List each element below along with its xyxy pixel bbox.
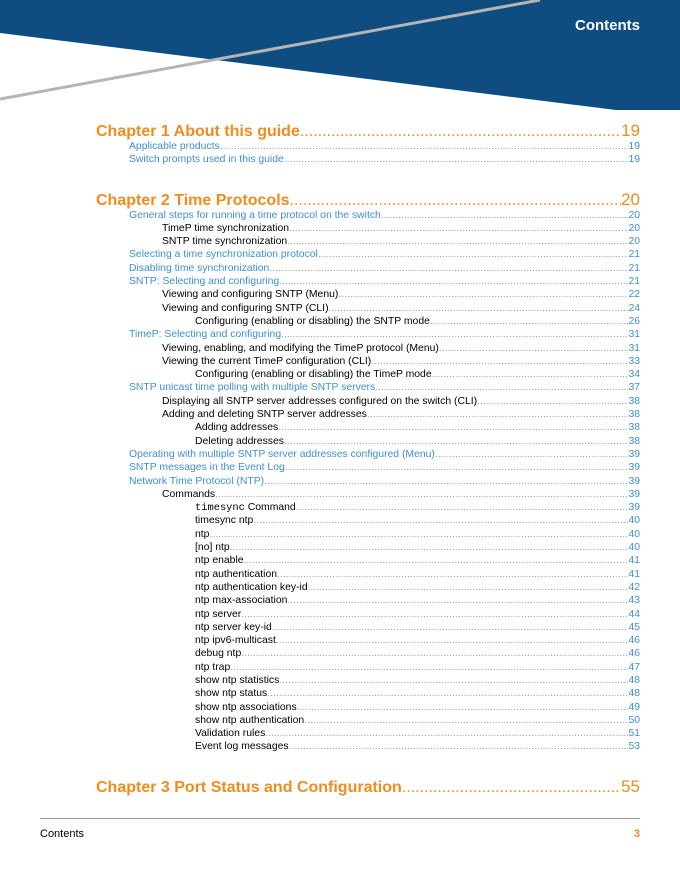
toc-entry-title: Event log messages (195, 741, 289, 753)
page-header-title: Contents (575, 17, 640, 34)
toc-entry-title: Deleting addresses (195, 435, 284, 447)
toc-entry[interactable] (96, 209, 640, 222)
toc-page-number: 21 (628, 262, 640, 274)
toc-page-number: 40 (628, 515, 640, 527)
toc-page-number: 55 (621, 777, 640, 796)
toc-page-number: 19 (621, 122, 640, 140)
toc-entry-title: Switch prompts used in this guide (129, 154, 284, 166)
toc-page-number: 20 (628, 236, 640, 248)
toc-entry[interactable] (96, 727, 640, 740)
toc-entry-title: Disabling time synchronization (129, 262, 270, 274)
toc-entry-title: General steps for running a time protocol on the switch (129, 209, 381, 221)
footer-divider (40, 818, 640, 819)
toc-entry-title: ntp authentication (195, 568, 278, 580)
toc-page-number: 51 (628, 728, 640, 740)
toc-entry[interactable] (96, 714, 640, 727)
toc-page-number: 31 (628, 342, 640, 354)
toc-entry[interactable] (96, 528, 640, 541)
toc-entry[interactable] (96, 687, 640, 700)
toc-entry-title: Network Time Protocol (NTP) (129, 475, 265, 487)
toc-page-number: 50 (628, 714, 640, 726)
toc-page-number: 38 (628, 395, 640, 407)
toc-entry[interactable] (96, 740, 640, 753)
toc-entry-title: Operating with multiple SNTP server addresses configured (Menu) (129, 448, 435, 460)
toc-entry-title: Viewing and configuring SNTP (Menu) (162, 289, 339, 301)
toc-page-number: 44 (628, 608, 640, 620)
toc-page-number: 41 (628, 568, 640, 580)
toc-entry-title: Viewing the current TimeP configuration (CLI) (162, 355, 372, 367)
toc-page-number: 26 (628, 315, 640, 327)
toc-entry-title: Validation rules (195, 728, 266, 740)
toc-entry[interactable] (96, 594, 640, 607)
toc-entry[interactable] (96, 235, 640, 248)
toc-page-number: 41 (628, 555, 640, 567)
toc-entry-title: SNTP messages in the Event Log (129, 462, 285, 474)
footer-section-label: Contents (40, 828, 85, 840)
toc-page-number: 42 (628, 581, 640, 593)
toc-page-number: 38 (628, 435, 640, 447)
toc-entry-title: ntp trap (195, 661, 231, 673)
footer-page-number: 3 (633, 828, 640, 840)
toc-entry-title: Command (244, 502, 296, 514)
toc-entry[interactable] (96, 288, 640, 301)
toc-chapter-2[interactable] (96, 191, 640, 209)
toc-page-number: 39 (628, 488, 640, 500)
toc-entry[interactable] (96, 701, 640, 714)
toc-page-number: 39 (628, 502, 640, 514)
toc-entry[interactable] (96, 328, 640, 341)
toc-entry[interactable] (96, 634, 640, 647)
toc-page-number: 49 (628, 701, 640, 713)
toc-entry[interactable] (96, 395, 640, 408)
toc-entry[interactable] (96, 275, 640, 288)
toc-entry[interactable] (96, 568, 640, 581)
toc-page-number: 40 (628, 528, 640, 540)
toc-chapter-1[interactable] (96, 122, 640, 140)
toc-entry[interactable] (96, 222, 640, 235)
toc-page-number: 48 (628, 674, 640, 686)
table-of-contents (96, 122, 640, 796)
toc-entry-title: SNTP time synchronization (162, 236, 288, 248)
toc-page-number: 33 (628, 355, 640, 367)
toc-page-number: 22 (628, 289, 640, 301)
toc-entry[interactable] (96, 514, 640, 527)
toc-entry-title: ntp server key-id (195, 621, 272, 633)
toc-page-number: 38 (628, 409, 640, 421)
toc-entry[interactable] (96, 488, 640, 501)
toc-entry[interactable] (96, 475, 640, 488)
toc-entry-title: timesync ntp (195, 515, 254, 527)
toc-page-number: 20 (621, 190, 640, 209)
toc-entry-title: SNTP: Selecting and configuring (129, 276, 280, 288)
toc-entry[interactable] (96, 647, 640, 660)
toc-entry-title: show ntp statistics (195, 674, 280, 686)
toc-entry[interactable] (96, 302, 640, 315)
toc-page-number: 39 (628, 448, 640, 460)
toc-entry-title: Commands (162, 488, 216, 500)
toc-page-number: 47 (628, 661, 640, 673)
toc-entry[interactable] (96, 541, 640, 554)
toc-chapter-3[interactable] (96, 778, 640, 796)
toc-page-number: 39 (628, 462, 640, 474)
toc-page-number: 24 (628, 302, 640, 314)
toc-page-number: 48 (628, 688, 640, 700)
toc-entry[interactable] (96, 262, 640, 275)
toc-entry-title: SNTP unicast time polling with multiple SNTP servers (129, 382, 376, 394)
toc-entry[interactable] (96, 408, 640, 421)
toc-entry-title: Applicable products (129, 141, 220, 152)
toc-entry[interactable] (96, 315, 640, 328)
toc-entry[interactable] (96, 661, 640, 674)
toc-entry-title: [no] ntp (195, 542, 230, 554)
toc-entry[interactable] (96, 621, 640, 634)
toc-entry[interactable] (96, 421, 640, 434)
toc-entry[interactable] (96, 342, 640, 355)
toc-entry[interactable] (96, 554, 640, 567)
toc-page-number: 20 (628, 222, 640, 234)
toc-entry-title: Adding and deleting SNTP server addresses (162, 409, 367, 421)
toc-page-number: 31 (628, 329, 640, 341)
toc-entry[interactable] (96, 140, 640, 153)
toc-page-number: 19 (628, 141, 640, 152)
toc-entry-title: TimeP time synchronization (162, 222, 290, 234)
toc-page-number: 53 (628, 741, 640, 753)
toc-chapter-title: Chapter 3 Port Status and Configuration (96, 778, 402, 796)
toc-entry[interactable] (96, 448, 640, 461)
toc-entry-title: Configuring (enabling or disabling) the SNTP mode (195, 315, 430, 327)
toc-entry-title: Configuring (enabling or disabling) the TimeP mode (195, 369, 432, 381)
toc-entry[interactable] (96, 153, 640, 166)
toc-page-number: 43 (628, 595, 640, 607)
toc-entry[interactable] (96, 501, 640, 514)
toc-page-number: 40 (628, 542, 640, 554)
toc-entry[interactable] (96, 355, 640, 368)
toc-entry-title: Viewing and configuring SNTP (CLI) (162, 302, 329, 314)
toc-entry[interactable] (96, 461, 640, 474)
toc-entry-title: TimeP: Selecting and configuring (129, 329, 282, 341)
toc-entry-title: ntp (195, 528, 210, 540)
toc-entry[interactable] (96, 248, 640, 261)
toc-page-number: 39 (628, 475, 640, 487)
toc-entry[interactable] (96, 581, 640, 594)
toc-entry-title: Adding addresses (195, 422, 279, 434)
toc-page-number: 21 (628, 249, 640, 261)
toc-entry[interactable] (96, 381, 640, 394)
toc-entry-title: ntp max-association (195, 595, 288, 607)
toc-chapter-title: Chapter 1 About this guide (96, 123, 300, 140)
toc-entry[interactable] (96, 435, 640, 448)
toc-entry-title: Viewing, enabling, and modifying the TimeP protocol (Menu) (162, 342, 439, 354)
toc-page-number: 34 (628, 369, 640, 381)
toc-page-number: 21 (628, 276, 640, 288)
toc-page-number: 37 (628, 382, 640, 394)
toc-entry-title: show ntp associations (195, 701, 297, 713)
toc-page-number: 20 (628, 209, 640, 221)
toc-entry-title: ntp ipv6-multicast (195, 635, 276, 647)
toc-entry[interactable] (96, 608, 640, 621)
toc-entry-title: Selecting a time synchronization protocol (129, 249, 318, 261)
toc-page-number: 19 (628, 154, 640, 166)
toc-entry-title: ntp enable (195, 555, 244, 567)
toc-page-number: 45 (628, 621, 640, 633)
toc-entry[interactable] (96, 674, 640, 687)
toc-entry-title: ntp authentication key-id (195, 581, 308, 593)
toc-entry[interactable] (96, 368, 640, 381)
toc-entry-title: show ntp status (195, 688, 268, 700)
toc-page-number: 46 (628, 635, 640, 647)
toc-page-number: 38 (628, 422, 640, 434)
toc-entry-title: debug ntp (195, 648, 242, 660)
toc-entry-code: timesync (195, 502, 245, 515)
toc-page-number: 46 (628, 648, 640, 660)
toc-entry-title: ntp server (195, 608, 242, 620)
toc-chapter-title: Chapter 2 Time Protocols (96, 191, 290, 209)
toc-entry-title: Displaying all SNTP server addresses configured on the switch (CLI) (162, 395, 478, 407)
toc-entry-title: show ntp authentication (195, 714, 305, 726)
